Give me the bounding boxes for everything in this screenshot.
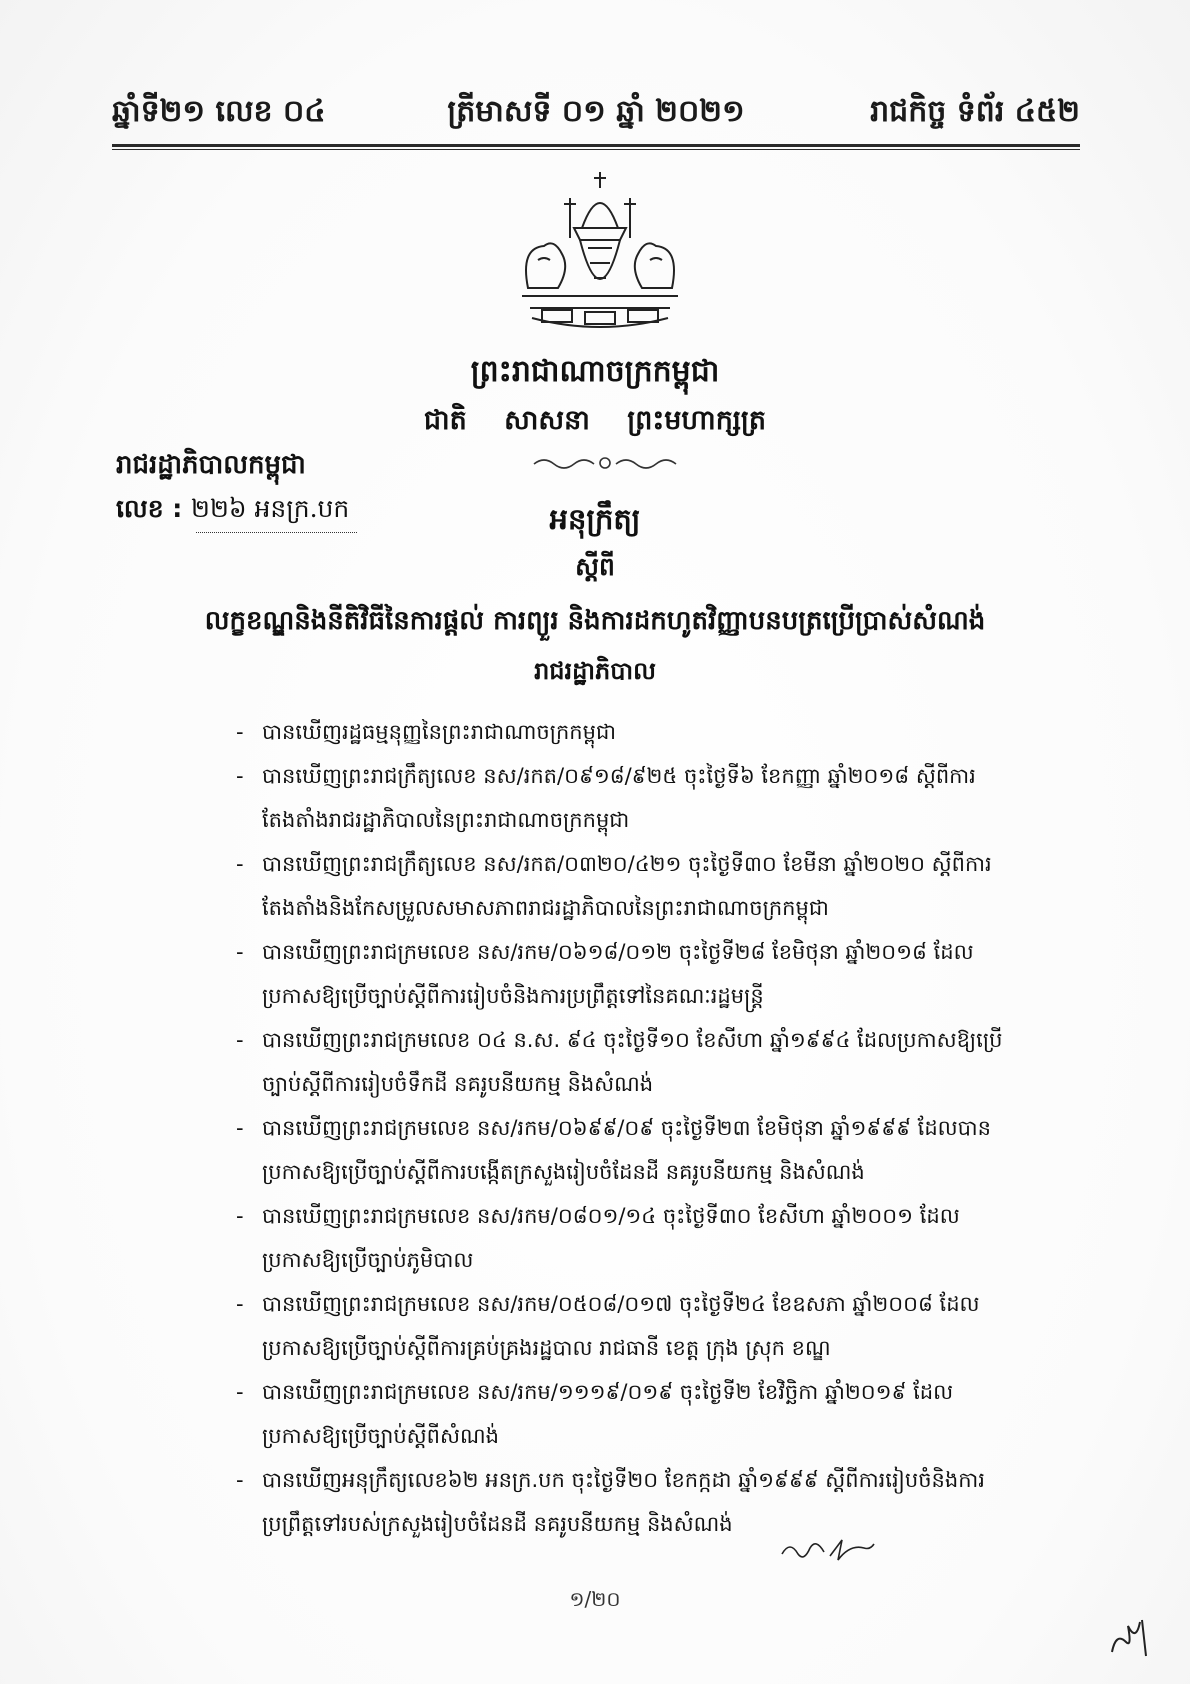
bullet-dash: - xyxy=(236,1116,244,1140)
list-item-text: បានឃើញព្រះរាជក្រមលេខ នស/រកម/០៦៩៩/០៩ ចុះថ្ងៃទី២៣ ខែមិថុនា ឆ្នាំ១៩៩៩ ដែលបានប្រកាសឱ្យប្រើច្បាប់ស្តីពីការបង្កើតក្រសួងរៀបចំដែនដី នគរូបនីយកម្ម និងសំណង់ xyxy=(262,1116,992,1184)
gazette-header xyxy=(112,92,1080,138)
kingdom-name: ព្រះរាជាណាចក្រកម្ពុជា xyxy=(470,354,720,389)
list-item-text: បានឃើញព្រះរាជក្រមលេខ នស/រកម/១១១៩/០១៩ ចុះថ្ងៃទី២ ខែវិច្ឆិកា ឆ្នាំ២០១៩ ដែលប្រកាសឱ្យប្រើច្បាប់ស្តីពីសំណង់ xyxy=(262,1380,954,1448)
list-item xyxy=(236,1194,1012,1282)
handwritten-initial-signature-icon xyxy=(780,1534,876,1564)
number-label: លេខ : xyxy=(116,494,183,523)
issuing-government: រាជរដ្ឋាភិបាលកម្ពុជា xyxy=(116,450,306,480)
header-gazette-page: រាជកិច្ច ទំព័រ ៤៥២ xyxy=(870,94,1080,129)
list-item-text: បានឃើញព្រះរាជក្រមលេខ ០៤ ន.ស. ៩៤ ចុះថ្ងៃទី១០ ខែសីហា ឆ្នាំ១៩៩៤ ដែលប្រកាសឱ្យប្រើច្បាប់ស្តីពីការរៀបចំទឹកដី នគរូបនីយកម្ម និងសំណង់ xyxy=(262,1028,1003,1096)
header-divider xyxy=(112,144,1080,150)
bullet-dash: - xyxy=(236,1380,244,1404)
list-item xyxy=(236,842,1012,930)
title-on: ស្តីពី xyxy=(575,552,615,581)
header-year-issue: ឆ្នាំទី២១ លេខ ០៤ xyxy=(112,94,326,129)
bullet-dash: - xyxy=(236,1292,244,1316)
title-government: រាជរដ្ឋាភិបាល xyxy=(534,657,656,685)
bullet-dash: - xyxy=(236,1204,244,1228)
list-item-text: បានឃើញអនុក្រឹត្យលេខ៦២ អនក្រ.បក ចុះថ្ងៃទី២០ ខែកក្កដា ឆ្នាំ១៩៩៩ ស្តីពីការរៀបចំនិងការប្រព្រឹត្តទៅរបស់ក្រសួងរៀបចំដែនដី នគរូបនីយកម្ម និងសំណង់ xyxy=(262,1468,985,1536)
royal-coat-of-arms-icon xyxy=(510,168,690,338)
bullet-dash: - xyxy=(236,1468,244,1492)
list-item xyxy=(236,1370,1012,1458)
bullet-dash: - xyxy=(236,1028,244,1052)
list-item xyxy=(236,1106,1012,1194)
list-item-text: បានឃើញព្រះរាជក្រឹត្យលេខ នស/រកត/០៣២០/៤២១ ចុះថ្ងៃទី៣០ ខែមីនា ឆ្នាំ២០២០ ស្តីពីការតែងតាំងនិងកែសម្រួលសមាសភាពរាជរដ្ឋាភិបាលនៃព្រះរាជាណាចក្រកម្ពុជា xyxy=(262,852,992,920)
bullet-dash: - xyxy=(236,764,244,788)
header-quarter: ត្រីមាសទី ០១ ឆ្នាំ ២០២១ xyxy=(447,94,745,129)
list-item xyxy=(236,1282,1012,1370)
title-sub-decree: អនុក្រឹត្យ xyxy=(549,502,641,536)
list-item-text: បានឃើញរដ្ឋធម្មនុញ្ញនៃព្រះរាជាណាចក្រកម្ពុជា xyxy=(262,720,616,744)
list-item xyxy=(236,710,1012,754)
bullet-dash: - xyxy=(236,720,244,744)
list-item xyxy=(236,1458,1012,1546)
list-item-text: បានឃើញព្រះរាជក្រមលេខ នស/រកម/០៥០៨/០១៧ ចុះថ្ងៃទី២៤ ខែឧសភា ឆ្នាំ២០០៨ ដែលប្រកាសឱ្យប្រើច្បាប់ស្តីពីការគ្រប់គ្រងរដ្ឋបាល រាជធានី ខេត្ត ក្រុង ស្រុក ខណ្ឌ xyxy=(262,1292,980,1360)
list-item-text: បានឃើញព្រះរាជក្រមលេខ នស/រកម/០៦១៨/០១២ ចុះថ្ងៃទី២៨ ខែមិថុនា ឆ្នាំ២០១៨ ដែលប្រកាសឱ្យប្រើច្បាប់ស្តីពីការរៀបចំនិងការប្រព្រឹត្តទៅនៃគណៈរដ្ឋមន្ត្រី xyxy=(262,940,974,1008)
list-item-text: បានឃើញព្រះរាជក្រឹត្យលេខ នស/រកត/០៩១៨/៩២៥ ចុះថ្ងៃទី៦ ខែកញ្ញា ឆ្នាំ២០១៨ ស្តីពីការតែងតាំងរាជរដ្ឋាភិបាលនៃព្រះរាជាណាចក្រកម្ពុជា xyxy=(262,764,976,832)
handwritten-initials-icon xyxy=(1106,1612,1154,1660)
number-value: ២២៦ អនក្រ.បក xyxy=(191,494,350,523)
title-subject: លក្ខខណ្ឌនិងនីតិវិធីនៃការផ្តល់ ការព្យួរ និងការដកហូតវិញ្ញាបនបត្រប្រើប្រាស់សំណង់ xyxy=(204,606,986,636)
list-item xyxy=(236,754,1012,842)
bullet-dash: - xyxy=(236,940,244,964)
preamble-list xyxy=(236,710,1012,1546)
national-motto: ជាតិ សាសនា ព្រះមហាក្សត្រ xyxy=(423,405,767,436)
ornament-divider-icon xyxy=(530,452,680,474)
list-item xyxy=(236,1018,1012,1106)
page-number: ១/២០ xyxy=(569,1587,621,1611)
list-item-text: បានឃើញព្រះរាជក្រមលេខ នស/រកម/០៨០១/១៤ ចុះថ្ងៃទី៣០ ខែសីហា ឆ្នាំ២០០១ ដែលប្រកាសឱ្យប្រើច្បាប់ភូមិបាល xyxy=(262,1204,960,1272)
list-item xyxy=(236,930,1012,1018)
bullet-dash: - xyxy=(236,852,244,876)
